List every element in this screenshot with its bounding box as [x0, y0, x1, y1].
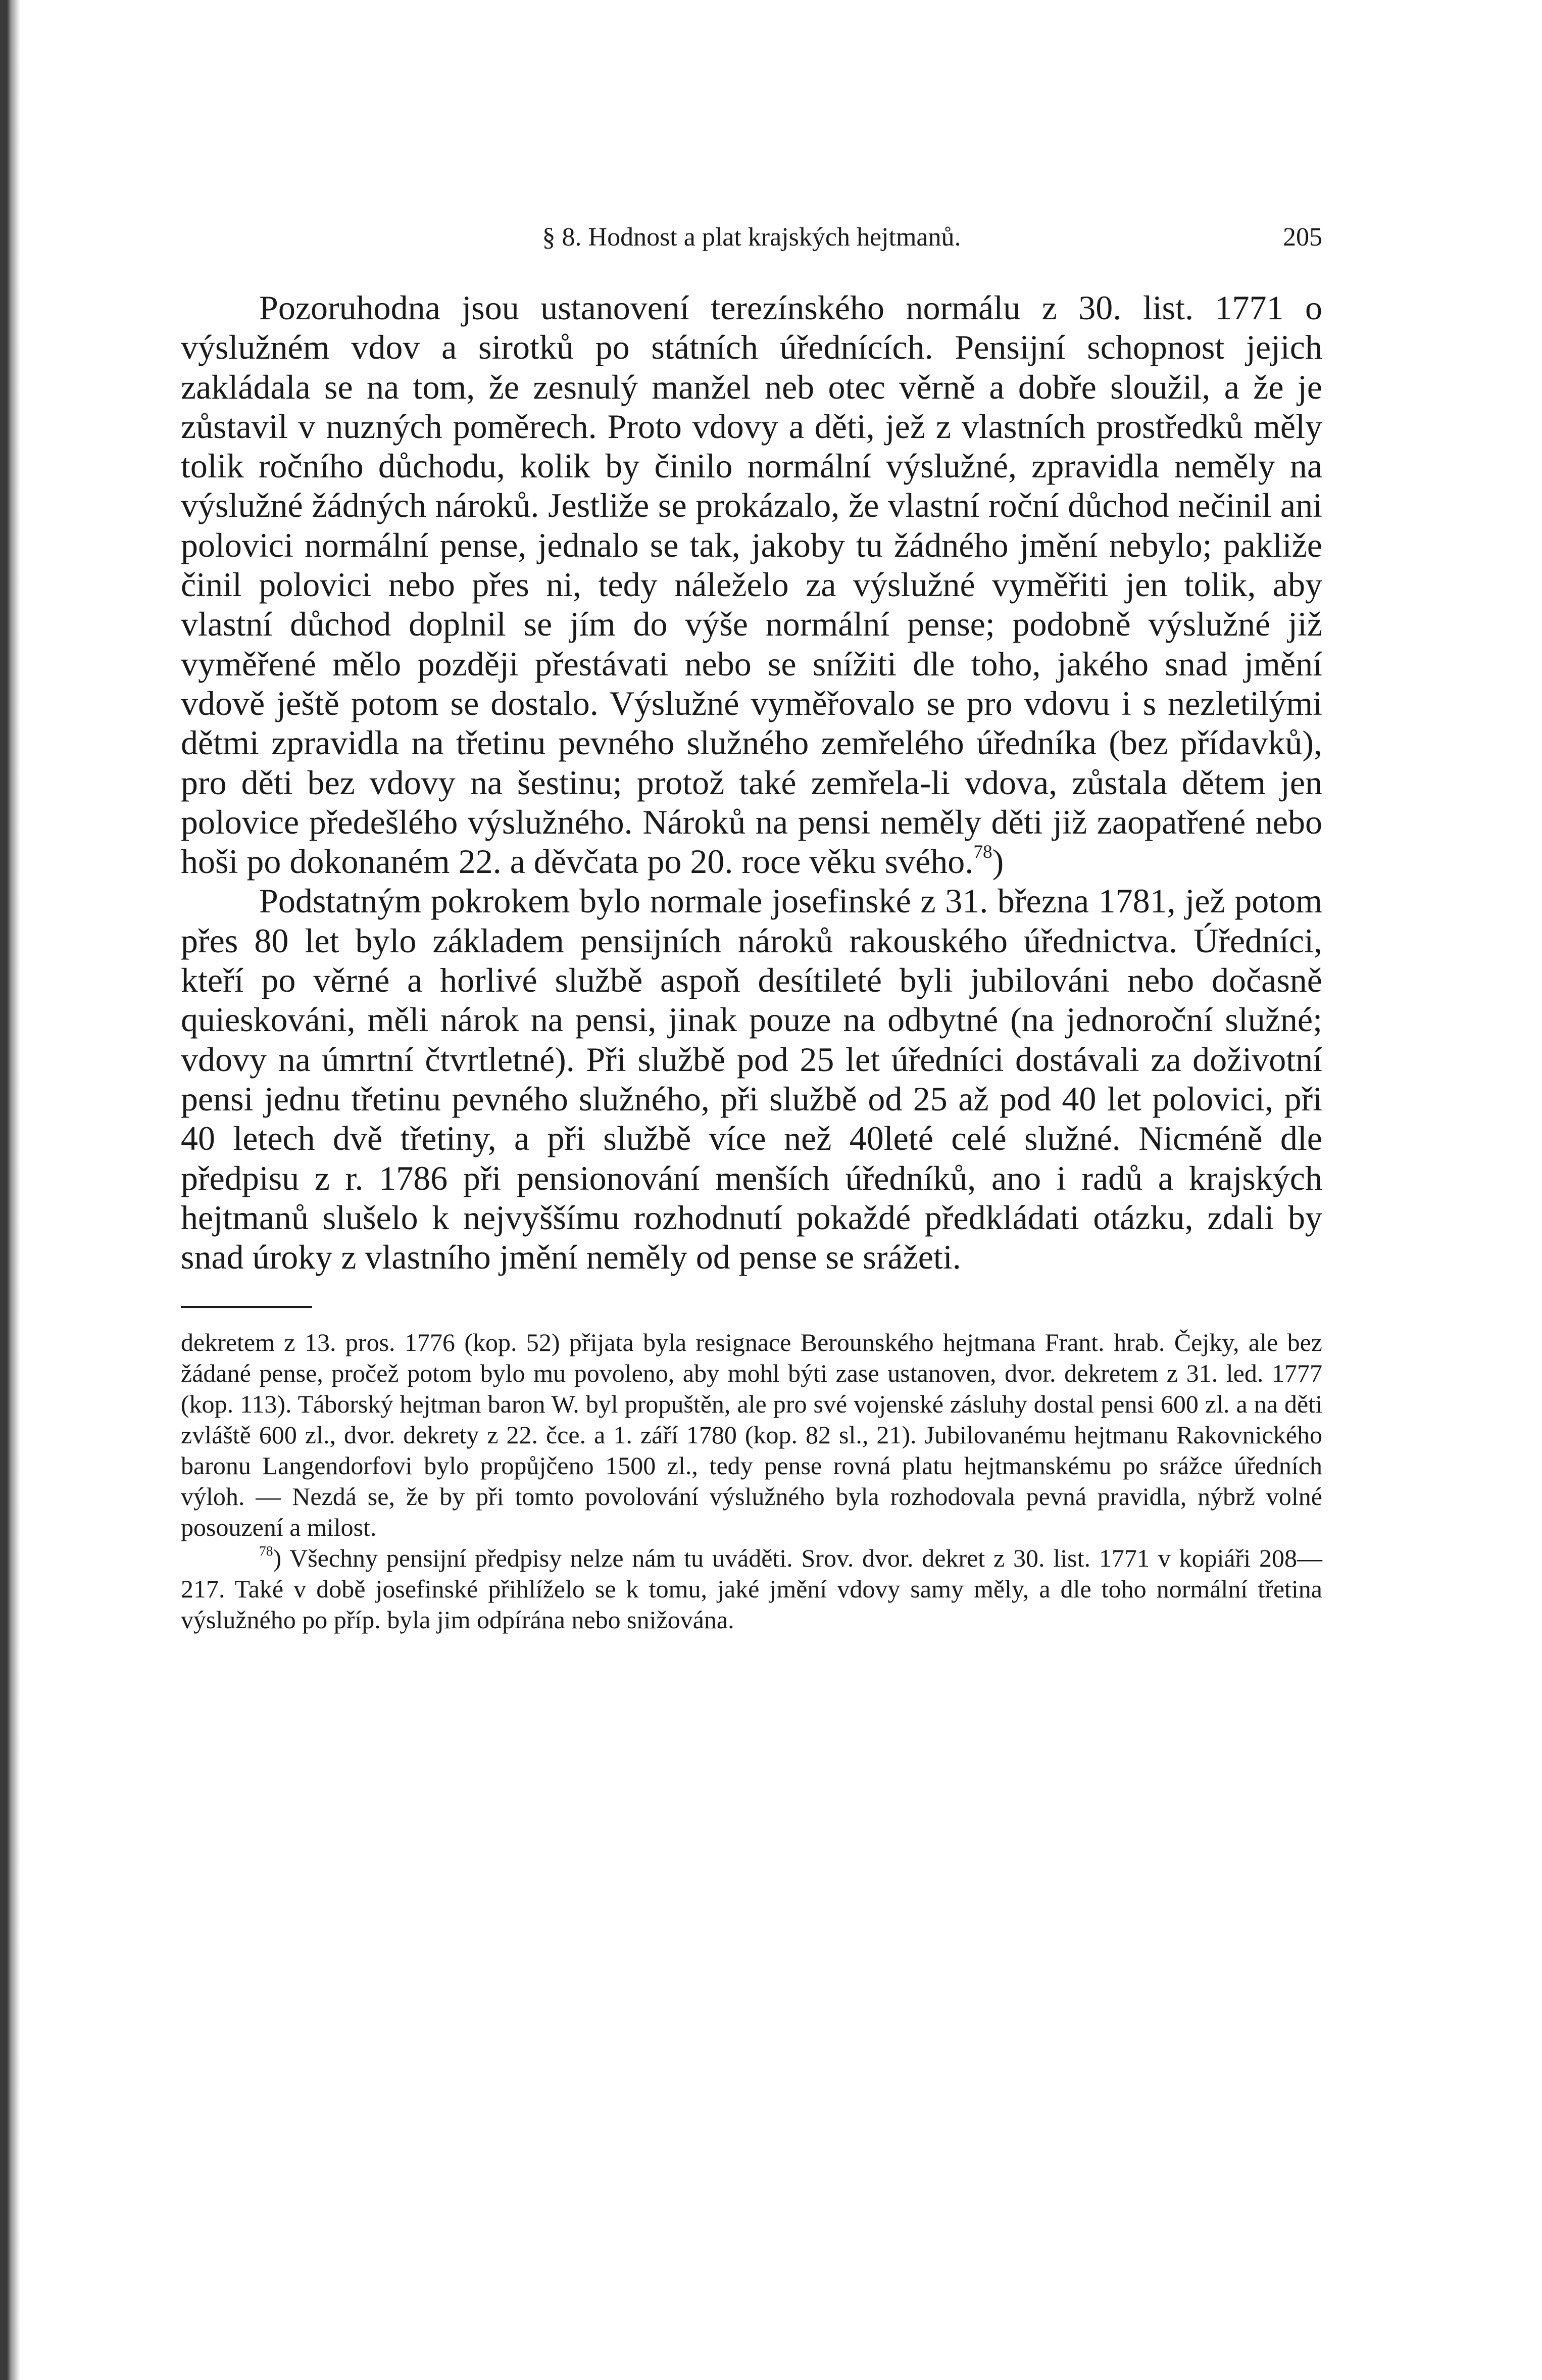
footnote-78-marker: 78: [259, 1543, 273, 1559]
footnote-separator: [181, 1306, 312, 1308]
scan-left-edge-shadow: [0, 0, 20, 2380]
paragraph-2: Podstatným pokrokem bylo normale josefinské z 31. března 1781, jež potom přes 80 let bylo základem pensijních nároků rakouského úřednictva. Úředníci, kteří po věrné a horlivé službě aspoň desítileté byli jubilováni nebo dočasně quieskováni, měli nárok na pensi, jinak pouze na odbytné (na jednoroční služné; vdovy na úmrtní čtvrtletné). Při službě pod 25 let úředníci dostávali za doživotní pensi jednu třetinu pevného služného, při službě od 25 až pod 40 let polovici, při 40 letech dvě třetiny, a při službě více než 40leté celé služné. Nicméně dle předpisu z r. 1786 při pensionování menších úředníků, ano i radů a krajských hejtmanů slušelo k nejvyššímu rozhodnutí pokaždé předkládati otázku, zdali by snad úroky z vlastního jmění neměly od pense se srážeti.: [181, 882, 1322, 1277]
main-text: [181, 288, 1322, 1277]
footnote-ref-78: 78: [973, 842, 992, 863]
running-head: [181, 217, 1322, 258]
footnote-78: [181, 1543, 1322, 1635]
footnotes: [181, 1327, 1322, 1635]
footnote-78-text: Všechny pensijní předpisy nelze nám tu uváděti. Srov. dvor. dekret z 30. list. 1771 v kopiáři 208—217. Také v době josefinské přihlíželo se k tomu, jaké jmění vdovy samy měly, a dle toho normální třetina výslužného po příp. byla jim odpírána nebo snižována.: [181, 1544, 1322, 1634]
footnote-continued: dekretem z 13. pros. 1776 (kop. 52) přijata byla resignace Berounského hejtmana Frant. hrab. Čejky, ale bez žádané pense, pročež potom bylo mu povoleno, aby mohl býti zase ustanoven, dvor. dekretem z 31. led. 1777 (kop. 113). Táborský hejtman baron W. byl propuštěn, ale pro své vojenské zásluhy dostal pensi 600 zl. a na děti zvláště 600 zl., dvor. dekrety z 22. čce. a 1. září 1780 (kop. 82 sl., 21). Jubilovanému hejtmanu Rakovnického baronu Langendorfovi bylo propůjčeno 1500 zl., tedy pense rovná platu hejtmanskému po srážce úředních výloh. — Nezdá se, že by při tomto povolování výslužného byla rozhodovala pevná pravidla, nýbrž volné posouzení a milost.: [181, 1328, 1322, 1542]
paragraph-1-text: Pozoruhodna jsou ustanovení terezínského normálu z 30. list. 1771 o výslužném vdov a sirotků po státních úřednících. Pensijní schopnost jejich zakládala se na tom, že zesnulý manžel neb otec věrně a dobře sloužil, a že je zůstavil v nuzných poměrech. Proto vdovy a děti, jež z vlastních prostředků měly tolik ročního důchodu, kolik by činilo normální výslužné, zpravidla neměly na výslužné žádných nároků. Jestliže se prokázalo, že vlastní roční důchod nečinil ani polovici normální pense, jednalo se tak, jakoby tu žádného jmění nebylo; pakliže činil polovici nebo přes ni, tedy náleželo za výslužné vyměřiti jen tolik, aby vlastní důchod doplnil se jím do výše normální pense; podobně výslužné již vyměřené mělo později přestávati nebo se snížiti dle toho, jakého snad jmění vdově ještě potom se dostalo. Výslužné vyměřovalo se pro vdovu i s nezletilými dětmi zpravidla na třetinu pevného služného zemřelého úředníka (bez přídavků), pro děti bez vdovy na šestinu; protož také zemřela-li vdova, zůstala dětem jen polovice předešlého výslužného. Nároků na pensi neměly děti již zaopatřené nebo hoši po dokonaném 22. a děvčata po 20. roce věku svého.: [181, 288, 1322, 881]
book-page: [181, 217, 1322, 1635]
footnote-78-paren: ): [273, 1544, 282, 1573]
page-number: 205: [1283, 223, 1322, 252]
running-title: § 8. Hodnost a plat krajských hejtmanů.: [542, 223, 961, 252]
footnote-ref-paren: ): [992, 842, 1004, 881]
paragraph-1: [181, 288, 1322, 881]
